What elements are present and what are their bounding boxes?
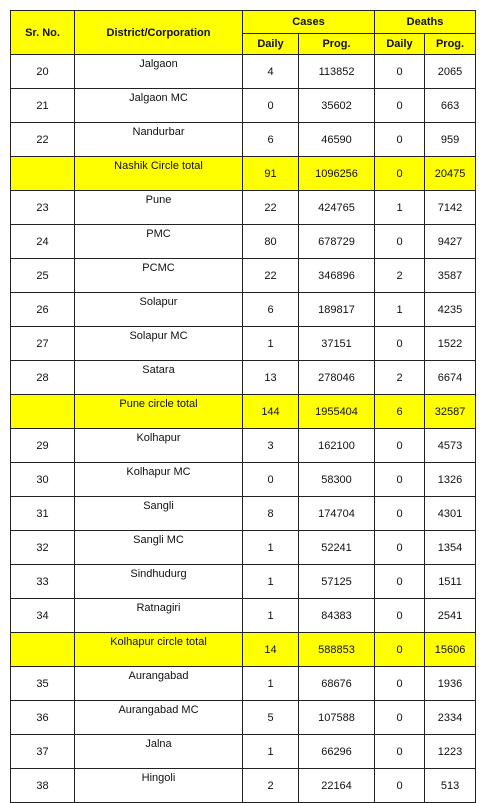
deaths-prog-cell: 513 <box>425 769 476 803</box>
table-row <box>11 123 476 157</box>
cases-daily-cell: 91 <box>243 157 299 191</box>
deaths-daily-cell: 2 <box>375 361 425 395</box>
sr-no-cell: 33 <box>11 565 75 599</box>
deaths-prog-cell: 1511 <box>425 565 476 599</box>
cases-prog-cell: 107588 <box>299 701 375 735</box>
district-cell: PCMC <box>75 259 243 293</box>
sr-no-cell: 30 <box>11 463 75 497</box>
header-cases: Cases <box>243 11 375 34</box>
cases-daily-cell: 5 <box>243 701 299 735</box>
district-cell: Jalgaon <box>75 55 243 89</box>
deaths-daily-cell: 0 <box>375 769 425 803</box>
cases-daily-cell: 14 <box>243 633 299 667</box>
circle-total-row <box>11 157 476 191</box>
deaths-prog-cell: 1522 <box>425 327 476 361</box>
table-row <box>11 531 476 565</box>
cases-prog-cell: 46590 <box>299 123 375 157</box>
cases-prog-cell: 1096256 <box>299 157 375 191</box>
table-header <box>11 11 476 55</box>
sr-no-cell: 25 <box>11 259 75 293</box>
table-row <box>11 191 476 225</box>
table-row <box>11 89 476 123</box>
table-row <box>11 599 476 633</box>
deaths-daily-cell: 0 <box>375 157 425 191</box>
table-row <box>11 667 476 701</box>
cases-daily-cell: 1 <box>243 327 299 361</box>
cases-daily-cell: 22 <box>243 191 299 225</box>
table-row <box>11 55 476 89</box>
header-deaths: Deaths <box>375 11 476 34</box>
sr-no-cell: 28 <box>11 361 75 395</box>
district-cell: Solapur <box>75 293 243 327</box>
sr-no-cell: 21 <box>11 89 75 123</box>
district-cell: Sangli <box>75 497 243 531</box>
deaths-prog-cell: 7142 <box>425 191 476 225</box>
district-cell: Kolhapur circle total <box>75 633 243 667</box>
deaths-prog-cell: 1354 <box>425 531 476 565</box>
table-row <box>11 497 476 531</box>
deaths-prog-cell: 2065 <box>425 55 476 89</box>
district-cell: Kolhapur <box>75 429 243 463</box>
header-sr-no: Sr. No. <box>11 11 75 55</box>
deaths-prog-cell: 1223 <box>425 735 476 769</box>
header-deaths-daily: Daily <box>375 34 425 55</box>
table-body <box>11 55 476 803</box>
sr-no-cell: 23 <box>11 191 75 225</box>
cases-prog-cell: 37151 <box>299 327 375 361</box>
table-row <box>11 225 476 259</box>
cases-prog-cell: 35602 <box>299 89 375 123</box>
deaths-daily-cell: 0 <box>375 633 425 667</box>
table-row <box>11 565 476 599</box>
sr-no-cell: 31 <box>11 497 75 531</box>
cases-daily-cell: 1 <box>243 565 299 599</box>
district-cell: Hingoli <box>75 769 243 803</box>
cases-prog-cell: 189817 <box>299 293 375 327</box>
district-cell: Satara <box>75 361 243 395</box>
cases-prog-cell: 278046 <box>299 361 375 395</box>
deaths-daily-cell: 0 <box>375 497 425 531</box>
district-cell: Nashik Circle total <box>75 157 243 191</box>
district-cell: Pune circle total <box>75 395 243 429</box>
cases-prog-cell: 1955404 <box>299 395 375 429</box>
table-row <box>11 769 476 803</box>
cases-daily-cell: 3 <box>243 429 299 463</box>
cases-daily-cell: 6 <box>243 123 299 157</box>
sr-no-cell: 38 <box>11 769 75 803</box>
deaths-daily-cell: 0 <box>375 225 425 259</box>
sr-no-cell: 36 <box>11 701 75 735</box>
cases-prog-cell: 174704 <box>299 497 375 531</box>
cases-prog-cell: 84383 <box>299 599 375 633</box>
deaths-daily-cell: 0 <box>375 735 425 769</box>
sr-no-cell: 24 <box>11 225 75 259</box>
cases-prog-cell: 678729 <box>299 225 375 259</box>
cases-prog-cell: 68676 <box>299 667 375 701</box>
deaths-daily-cell: 0 <box>375 463 425 497</box>
cases-prog-cell: 113852 <box>299 55 375 89</box>
circle-total-row <box>11 395 476 429</box>
header-district: District/Corporation <box>75 11 243 55</box>
cases-daily-cell: 13 <box>243 361 299 395</box>
district-cell: PMC <box>75 225 243 259</box>
cases-daily-cell: 80 <box>243 225 299 259</box>
cases-prog-cell: 52241 <box>299 531 375 565</box>
deaths-daily-cell: 2 <box>375 259 425 293</box>
deaths-daily-cell: 0 <box>375 55 425 89</box>
deaths-prog-cell: 663 <box>425 89 476 123</box>
deaths-daily-cell: 0 <box>375 599 425 633</box>
cases-prog-cell: 424765 <box>299 191 375 225</box>
sr-no-cell: 34 <box>11 599 75 633</box>
cases-daily-cell: 1 <box>243 531 299 565</box>
cases-daily-cell: 0 <box>243 89 299 123</box>
table-row <box>11 259 476 293</box>
deaths-prog-cell: 4235 <box>425 293 476 327</box>
deaths-daily-cell: 1 <box>375 191 425 225</box>
deaths-prog-cell: 15606 <box>425 633 476 667</box>
cases-prog-cell: 57125 <box>299 565 375 599</box>
deaths-daily-cell: 0 <box>375 123 425 157</box>
cases-prog-cell: 346896 <box>299 259 375 293</box>
deaths-prog-cell: 6674 <box>425 361 476 395</box>
deaths-prog-cell: 1936 <box>425 667 476 701</box>
table-row <box>11 429 476 463</box>
deaths-prog-cell: 20475 <box>425 157 476 191</box>
district-cases-table <box>10 10 476 803</box>
cases-daily-cell: 8 <box>243 497 299 531</box>
table-row <box>11 735 476 769</box>
header-cases-prog: Prog. <box>299 34 375 55</box>
cases-daily-cell: 4 <box>243 55 299 89</box>
cases-daily-cell: 6 <box>243 293 299 327</box>
deaths-daily-cell: 1 <box>375 293 425 327</box>
district-cell: Aurangabad <box>75 667 243 701</box>
district-cell: Kolhapur MC <box>75 463 243 497</box>
cases-prog-cell: 588853 <box>299 633 375 667</box>
sr-no-cell: 35 <box>11 667 75 701</box>
sr-no-cell: 22 <box>11 123 75 157</box>
sr-no-cell: 32 <box>11 531 75 565</box>
deaths-daily-cell: 6 <box>375 395 425 429</box>
header-deaths-prog: Prog. <box>425 34 476 55</box>
sr-no-cell <box>11 157 75 191</box>
district-cell: Sangli MC <box>75 531 243 565</box>
district-cell: Nandurbar <box>75 123 243 157</box>
table-row <box>11 463 476 497</box>
sr-no-cell: 29 <box>11 429 75 463</box>
deaths-prog-cell: 32587 <box>425 395 476 429</box>
sr-no-cell: 27 <box>11 327 75 361</box>
deaths-prog-cell: 2334 <box>425 701 476 735</box>
deaths-daily-cell: 0 <box>375 531 425 565</box>
deaths-prog-cell: 959 <box>425 123 476 157</box>
district-cell: Jalgaon MC <box>75 89 243 123</box>
district-cell: Jalna <box>75 735 243 769</box>
cases-prog-cell: 66296 <box>299 735 375 769</box>
cases-daily-cell: 22 <box>243 259 299 293</box>
sr-no-cell <box>11 633 75 667</box>
sr-no-cell: 20 <box>11 55 75 89</box>
deaths-daily-cell: 0 <box>375 565 425 599</box>
table-row <box>11 293 476 327</box>
district-cell: Solapur MC <box>75 327 243 361</box>
cases-prog-cell: 22164 <box>299 769 375 803</box>
district-cell: Sindhudurg <box>75 565 243 599</box>
cases-daily-cell: 1 <box>243 735 299 769</box>
table-row <box>11 361 476 395</box>
district-cell: Pune <box>75 191 243 225</box>
circle-total-row <box>11 633 476 667</box>
sr-no-cell: 26 <box>11 293 75 327</box>
deaths-daily-cell: 0 <box>375 89 425 123</box>
deaths-prog-cell: 3587 <box>425 259 476 293</box>
sr-no-cell: 37 <box>11 735 75 769</box>
district-cell: Ratnagiri <box>75 599 243 633</box>
deaths-daily-cell: 0 <box>375 429 425 463</box>
deaths-daily-cell: 0 <box>375 667 425 701</box>
sr-no-cell <box>11 395 75 429</box>
district-cell: Aurangabad MC <box>75 701 243 735</box>
cases-daily-cell: 2 <box>243 769 299 803</box>
deaths-prog-cell: 4573 <box>425 429 476 463</box>
cases-prog-cell: 58300 <box>299 463 375 497</box>
deaths-daily-cell: 0 <box>375 327 425 361</box>
deaths-prog-cell: 1326 <box>425 463 476 497</box>
cases-daily-cell: 1 <box>243 667 299 701</box>
cases-daily-cell: 144 <box>243 395 299 429</box>
cases-daily-cell: 0 <box>243 463 299 497</box>
table-row <box>11 327 476 361</box>
cases-prog-cell: 162100 <box>299 429 375 463</box>
cases-daily-cell: 1 <box>243 599 299 633</box>
header-cases-daily: Daily <box>243 34 299 55</box>
deaths-prog-cell: 2541 <box>425 599 476 633</box>
deaths-prog-cell: 4301 <box>425 497 476 531</box>
table-row <box>11 701 476 735</box>
deaths-prog-cell: 9427 <box>425 225 476 259</box>
deaths-daily-cell: 0 <box>375 701 425 735</box>
